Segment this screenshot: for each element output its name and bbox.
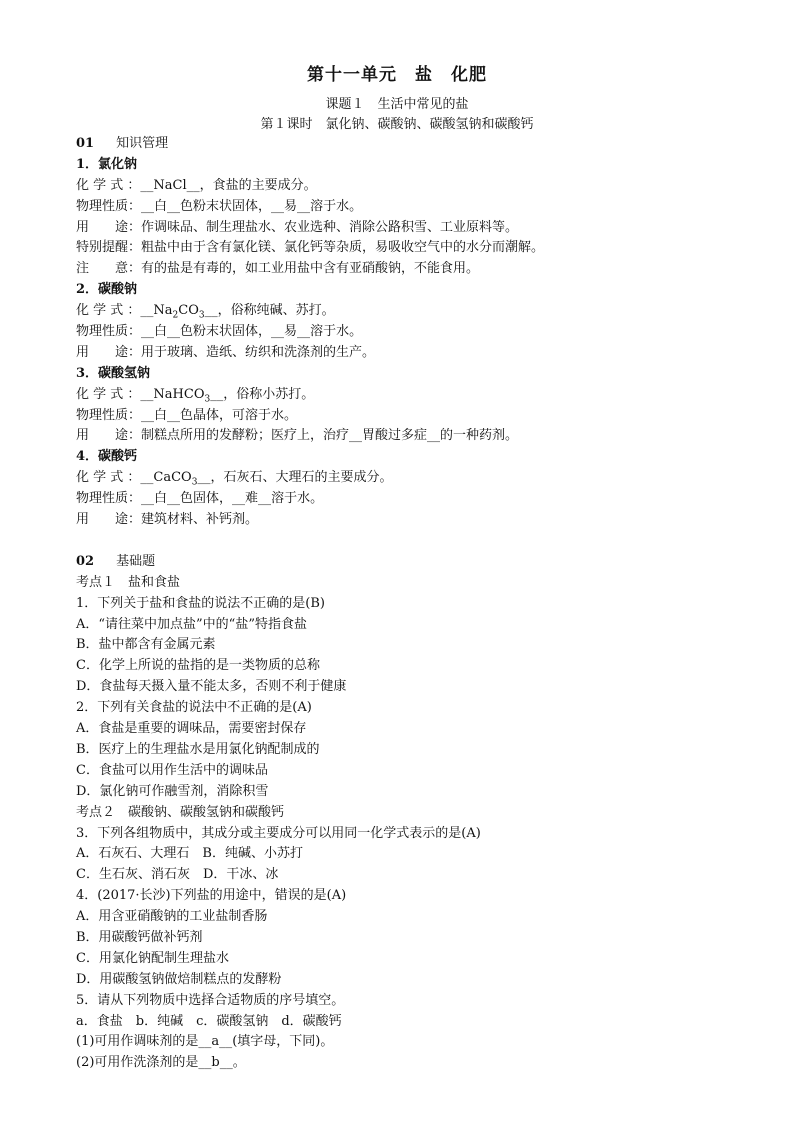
note-line: 注 意：有的盐是有毒的，如工业用盐中含有亚硝酸钠，不能食用。: [76, 261, 480, 277]
period-title: 第１课时 氯化钠、碳酸钠、碳酸氢钠和碳酸钙: [260, 117, 534, 132]
option: A．食盐是重要的调味品，需要密封保存: [76, 721, 307, 737]
document-body: [76, 134, 736, 1074]
option: A．“请往菜中加点盐”中的“盐”特指食盐: [76, 616, 307, 632]
question: 4．(2017·长沙)下列盐的用途中，错误的是(A): [76, 888, 347, 904]
formula-line: 化 学 式 ：__NaCl__，食盐的主要成分。: [76, 177, 317, 193]
use-line: 用 途：建筑材料、补钙剂。: [76, 512, 259, 528]
choices: a．食盐 b．纯碱 c．碳酸氢钠 d．碳酸钙: [76, 1013, 342, 1029]
property-line: 物理性质：__白__色晶体，可溶于水。: [76, 407, 298, 423]
option: D．食盐每天摄入量不能太多，否则不利于健康: [76, 679, 347, 695]
option: C．生石灰、消石灰 D．干冰、冰: [76, 867, 279, 883]
option: A．石灰石、大理石 B．纯碱、小苏打: [76, 846, 303, 862]
use-line: 用 途：制糕点所用的发酵粉；医疗上，治疗__胃酸过多症__的一种药剂。: [76, 428, 519, 444]
option: D．用碳酸氢钠做焙制糕点的发酵粉: [76, 971, 282, 987]
tip-line: 特别提醒：粗盐中由于含有氯化镁、氯化钙等杂质，易吸收空气中的水分而潮解。: [76, 240, 545, 256]
question: 3．下列各组物质中，其成分或主要成分可以用同一化学式表示的是(A): [76, 825, 481, 841]
sub-question: (1)可用作调味剂的是__a__(填字母，下同)。: [76, 1034, 334, 1050]
section-heading: 02 基础题: [76, 553, 156, 569]
formula-line: 化 学 式 ：__CaCO$_3$__，石灰石、大理石的主要成分。: [76, 470, 393, 488]
question: 5．请从下列物质中选择合适物质的序号填空。: [76, 992, 345, 1008]
question: 2．下列有关食盐的说法中不正确的是(A): [76, 700, 312, 716]
item-title: 3．碳酸氢钠: [76, 365, 151, 381]
property-line: 物理性质：__白__色粉末状固体，__易__溶于水。: [76, 324, 363, 340]
section-heading: 01 知识管理: [76, 136, 169, 151]
unit-title: 第十一单元 盐 化肥: [307, 65, 487, 85]
lesson-title: 课题１ 生活中常见的盐: [325, 97, 469, 112]
option: C．食盐可以用作生活中的调味品: [76, 762, 268, 778]
formula-line: 化 学 式 ：__NaHCO$_3$__，俗称小苏打。: [76, 386, 315, 405]
question: 1．下列关于盐和食盐的说法不正确的是(B): [76, 595, 325, 611]
item-title: 4．碳酸钙: [76, 449, 138, 465]
option: B．用碳酸钙做补钙剂: [76, 929, 203, 945]
item-title: 1．氯化钠: [76, 156, 138, 172]
property-line: 物理性质：__白__色固体，__难__溶于水。: [76, 491, 324, 507]
option: A．用含亚硝酸钠的工业盐制香肠: [76, 909, 268, 925]
option: B．盐中都含有金属元素: [76, 637, 216, 653]
sub-question: (2)可用作洗涤剂的是__b__。: [76, 1055, 246, 1071]
point-heading: 考点２ 碳酸钠、碳酸氢钠和碳酸钙: [76, 804, 285, 820]
option: D．氯化钠可作融雪剂，消除积雪: [76, 783, 269, 799]
use-line: 用 途：作调味品、制生理盐水、农业选种、消除公路积雪、工业原料等。: [76, 219, 519, 235]
property-line: 物理性质：__白__色粉末状固体，__易__溶于水。: [76, 198, 363, 214]
option: B．医疗上的生理盐水是用氯化钠配制成的: [76, 741, 320, 757]
option: C．用氯化钠配制生理盐水: [76, 950, 229, 966]
formula-line: 化 学 式 ：$\_\_Na_2CO_3\_\_$，俗称纯碱、苏打。: [76, 303, 335, 321]
use-line: 用 途：用于玻璃、造纸、纺织和洗涤剂的生产。: [76, 344, 376, 360]
point-heading: 考点１ 盐和食盐: [76, 574, 181, 590]
option: C．化学上所说的盐指的是一类物质的总称: [76, 658, 320, 674]
item-title: 2．碳酸钠: [76, 282, 138, 298]
